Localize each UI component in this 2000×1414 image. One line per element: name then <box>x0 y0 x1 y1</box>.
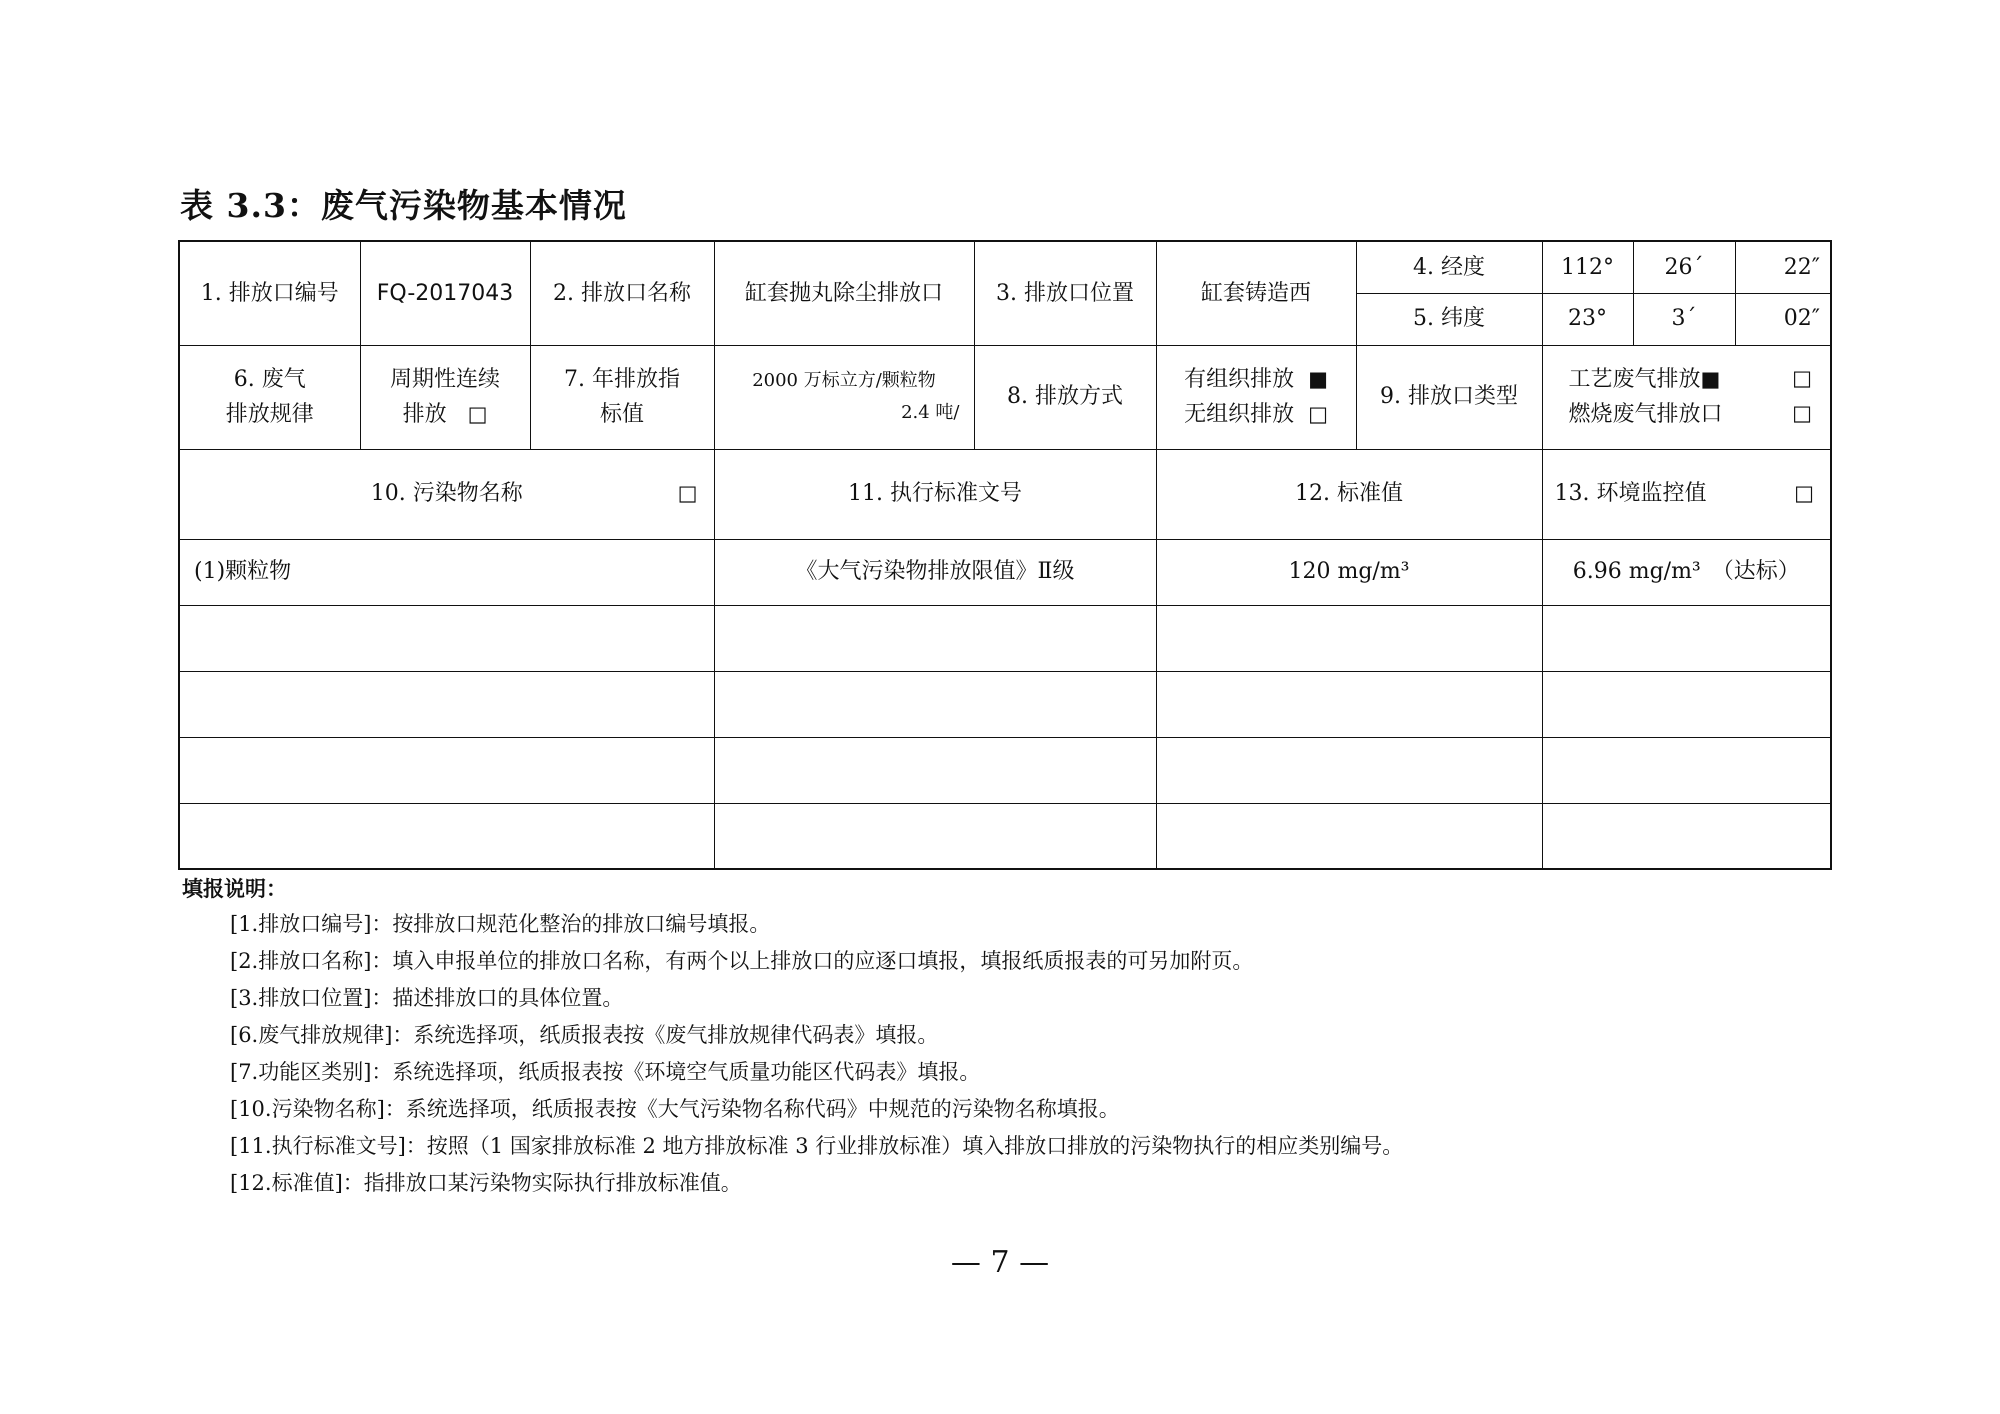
emission-mode-option-organized <box>1161 362 1352 397</box>
exhaust-pattern-label <box>179 345 360 449</box>
outlet-type-option-combustion-label: 燃烧废气排放口 <box>1568 402 1723 427</box>
standard-doc-cell <box>714 605 1156 671</box>
monitor-value-cell: 6.96 mg/m³ （达标） <box>1542 539 1831 605</box>
exhaust-pattern-value <box>360 345 530 449</box>
outlet-type-label: 9. 排放口类型 <box>1356 345 1542 449</box>
instruction-item: [6.废气排放规律]：系统选择项，纸质报表按《废气排放规律代码表》填报。 <box>230 1023 939 1047</box>
instruction-item: [7.功能区类别]：系统选择项，纸质报表按《环境空气质量功能区代码表》填报。 <box>230 1060 981 1084</box>
pollutant-cell <box>179 605 714 671</box>
monitor-value-header <box>1542 449 1831 539</box>
pollutant-cell <box>179 803 714 869</box>
outlet-type-process-mark: ■ <box>1700 366 1721 391</box>
monitor-value-cell <box>1542 605 1831 671</box>
emission-mode-options <box>1156 345 1356 449</box>
outlet-type-options <box>1542 345 1831 449</box>
latitude-degrees: 23° <box>1542 293 1633 345</box>
table-row <box>179 671 1831 737</box>
emission-mode-organized-checkbox[interactable]: ■ <box>1308 366 1328 391</box>
table-row <box>179 803 1831 869</box>
standard-doc-cell <box>714 803 1156 869</box>
filling-instructions <box>182 872 1822 1202</box>
emission-mode-option-organized-label: 有组织排放 <box>1184 366 1295 392</box>
instruction-item: [3.排放口位置]：描述排放口的具体位置。 <box>230 986 624 1010</box>
filling-instructions-heading: 填报说明： <box>182 877 287 901</box>
annual-emission-value-line1: 2000 万标立方/颗粒物 <box>752 369 936 391</box>
standard-doc-header: 11. 执行标准文号 <box>714 449 1156 539</box>
exhaust-pattern-checkbox[interactable]: □ <box>467 402 488 426</box>
pollutant-name-checkbox[interactable]: □ <box>677 481 698 506</box>
monitor-value-header-label: 13. 环境监控值 <box>1554 481 1707 507</box>
standard-doc-cell: 《大气污染物排放限值》Ⅱ级 <box>714 539 1156 605</box>
annual-emission-value-line2: 2.4 吨/ <box>901 402 960 423</box>
outlet-no-value: FQ-2017043 <box>360 241 530 345</box>
pollutant-name-header <box>179 449 714 539</box>
outlet-type-option-process-label: 工艺废气排放 <box>1568 366 1701 392</box>
pollutant-cell <box>179 671 714 737</box>
standard-value-cell <box>1156 605 1542 671</box>
standard-value-cell <box>1156 671 1542 737</box>
outlet-type-option-combustion <box>1547 397 1827 432</box>
exhaust-pattern-value-text: 排放 <box>402 402 447 427</box>
outlet-location-label: 3. 排放口位置 <box>974 241 1156 345</box>
monitor-value-cell <box>1542 671 1831 737</box>
emission-mode-label: 8. 排放方式 <box>974 345 1156 449</box>
page-number: — 7 — <box>950 1245 1050 1280</box>
monitor-value-cell <box>1542 737 1831 803</box>
outlet-name-label: 2. 排放口名称 <box>530 241 714 345</box>
instruction-item: [12.标准值]：指排放口某污染物实际执行排放标准值。 <box>230 1171 742 1195</box>
emission-mode-option-unorganized <box>1161 397 1352 432</box>
longitude-label: 4. 经度 <box>1356 241 1542 293</box>
latitude-label: 5. 纬度 <box>1356 293 1542 345</box>
table-row <box>179 605 1831 671</box>
outlet-location-value: 缸套铸造西 <box>1156 241 1356 345</box>
outlet-type-option-process <box>1547 362 1827 397</box>
table-row <box>179 737 1831 803</box>
annual-emission-label-line2: 标值 <box>599 402 644 427</box>
longitude-seconds: 22″ <box>1735 241 1831 293</box>
annual-emission-value <box>714 345 974 449</box>
exhaust-pattern-value-line2 <box>365 397 526 432</box>
standard-doc-cell <box>714 737 1156 803</box>
longitude-minutes: 26´ <box>1633 241 1735 293</box>
exhaust-pattern-value-line1: 周期性连续 <box>389 366 500 392</box>
standard-value-cell: 120 mg/m³ <box>1156 539 1542 605</box>
latitude-seconds: 02″ <box>1735 293 1831 345</box>
emission-mode-option-unorganized-label: 无组织排放 <box>1184 402 1295 427</box>
standard-doc-cell <box>714 671 1156 737</box>
outlet-type-process-checkbox[interactable]: □ <box>1792 365 1812 390</box>
monitor-value-cell <box>1542 803 1831 869</box>
longitude-degrees: 112° <box>1542 241 1633 293</box>
standard-value-cell <box>1156 803 1542 869</box>
monitor-value-checkbox[interactable]: □ <box>1794 481 1814 506</box>
outlet-type-combustion-checkbox[interactable]: □ <box>1792 401 1812 425</box>
annual-emission-label-line1: 7. 年排放指 <box>564 366 680 392</box>
outlet-no-label: 1. 排放口编号 <box>179 241 360 345</box>
exhaust-pollutant-table <box>178 240 1832 870</box>
pollutant-cell: (1)颗粒物 <box>179 539 714 605</box>
exhaust-pattern-label-line2: 排放规律 <box>225 402 314 427</box>
standard-value-header: 12. 标准值 <box>1156 449 1542 539</box>
exhaust-pattern-label-line1: 6. 废气 <box>233 366 306 392</box>
instruction-item: [11.执行标准文号]：按照（1 国家排放标准 2 地方排放标准 3 行业排放标准）填入排放口排放的污染物执行的相应类别编号。 <box>230 1134 1404 1158</box>
pollutant-name-header-label: 10. 污染物名称 <box>370 481 523 507</box>
latitude-minutes: 3´ <box>1633 293 1735 345</box>
annual-emission-label <box>530 345 714 449</box>
pollutant-cell <box>179 737 714 803</box>
instruction-item: [10.污染物名称]：系统选择项，纸质报表按《大气污染物名称代码》中规范的污染物名称填报。 <box>230 1097 1120 1121</box>
instruction-item: [2.排放口名称]：填入申报单位的排放口名称，有两个以上排放口的应逐口填报，填报纸质报表的可另加附页。 <box>230 949 1254 973</box>
emission-mode-unorganized-checkbox[interactable]: □ <box>1308 402 1328 426</box>
outlet-name-value: 缸套抛丸除尘排放口 <box>714 241 974 345</box>
table-title: 表 3.3：废气污染物基本情况 <box>180 186 627 225</box>
standard-value-cell <box>1156 737 1542 803</box>
instruction-item: [1.排放口编号]：按排放口规范化整治的排放口编号填报。 <box>230 912 771 936</box>
table-row <box>179 539 1831 605</box>
